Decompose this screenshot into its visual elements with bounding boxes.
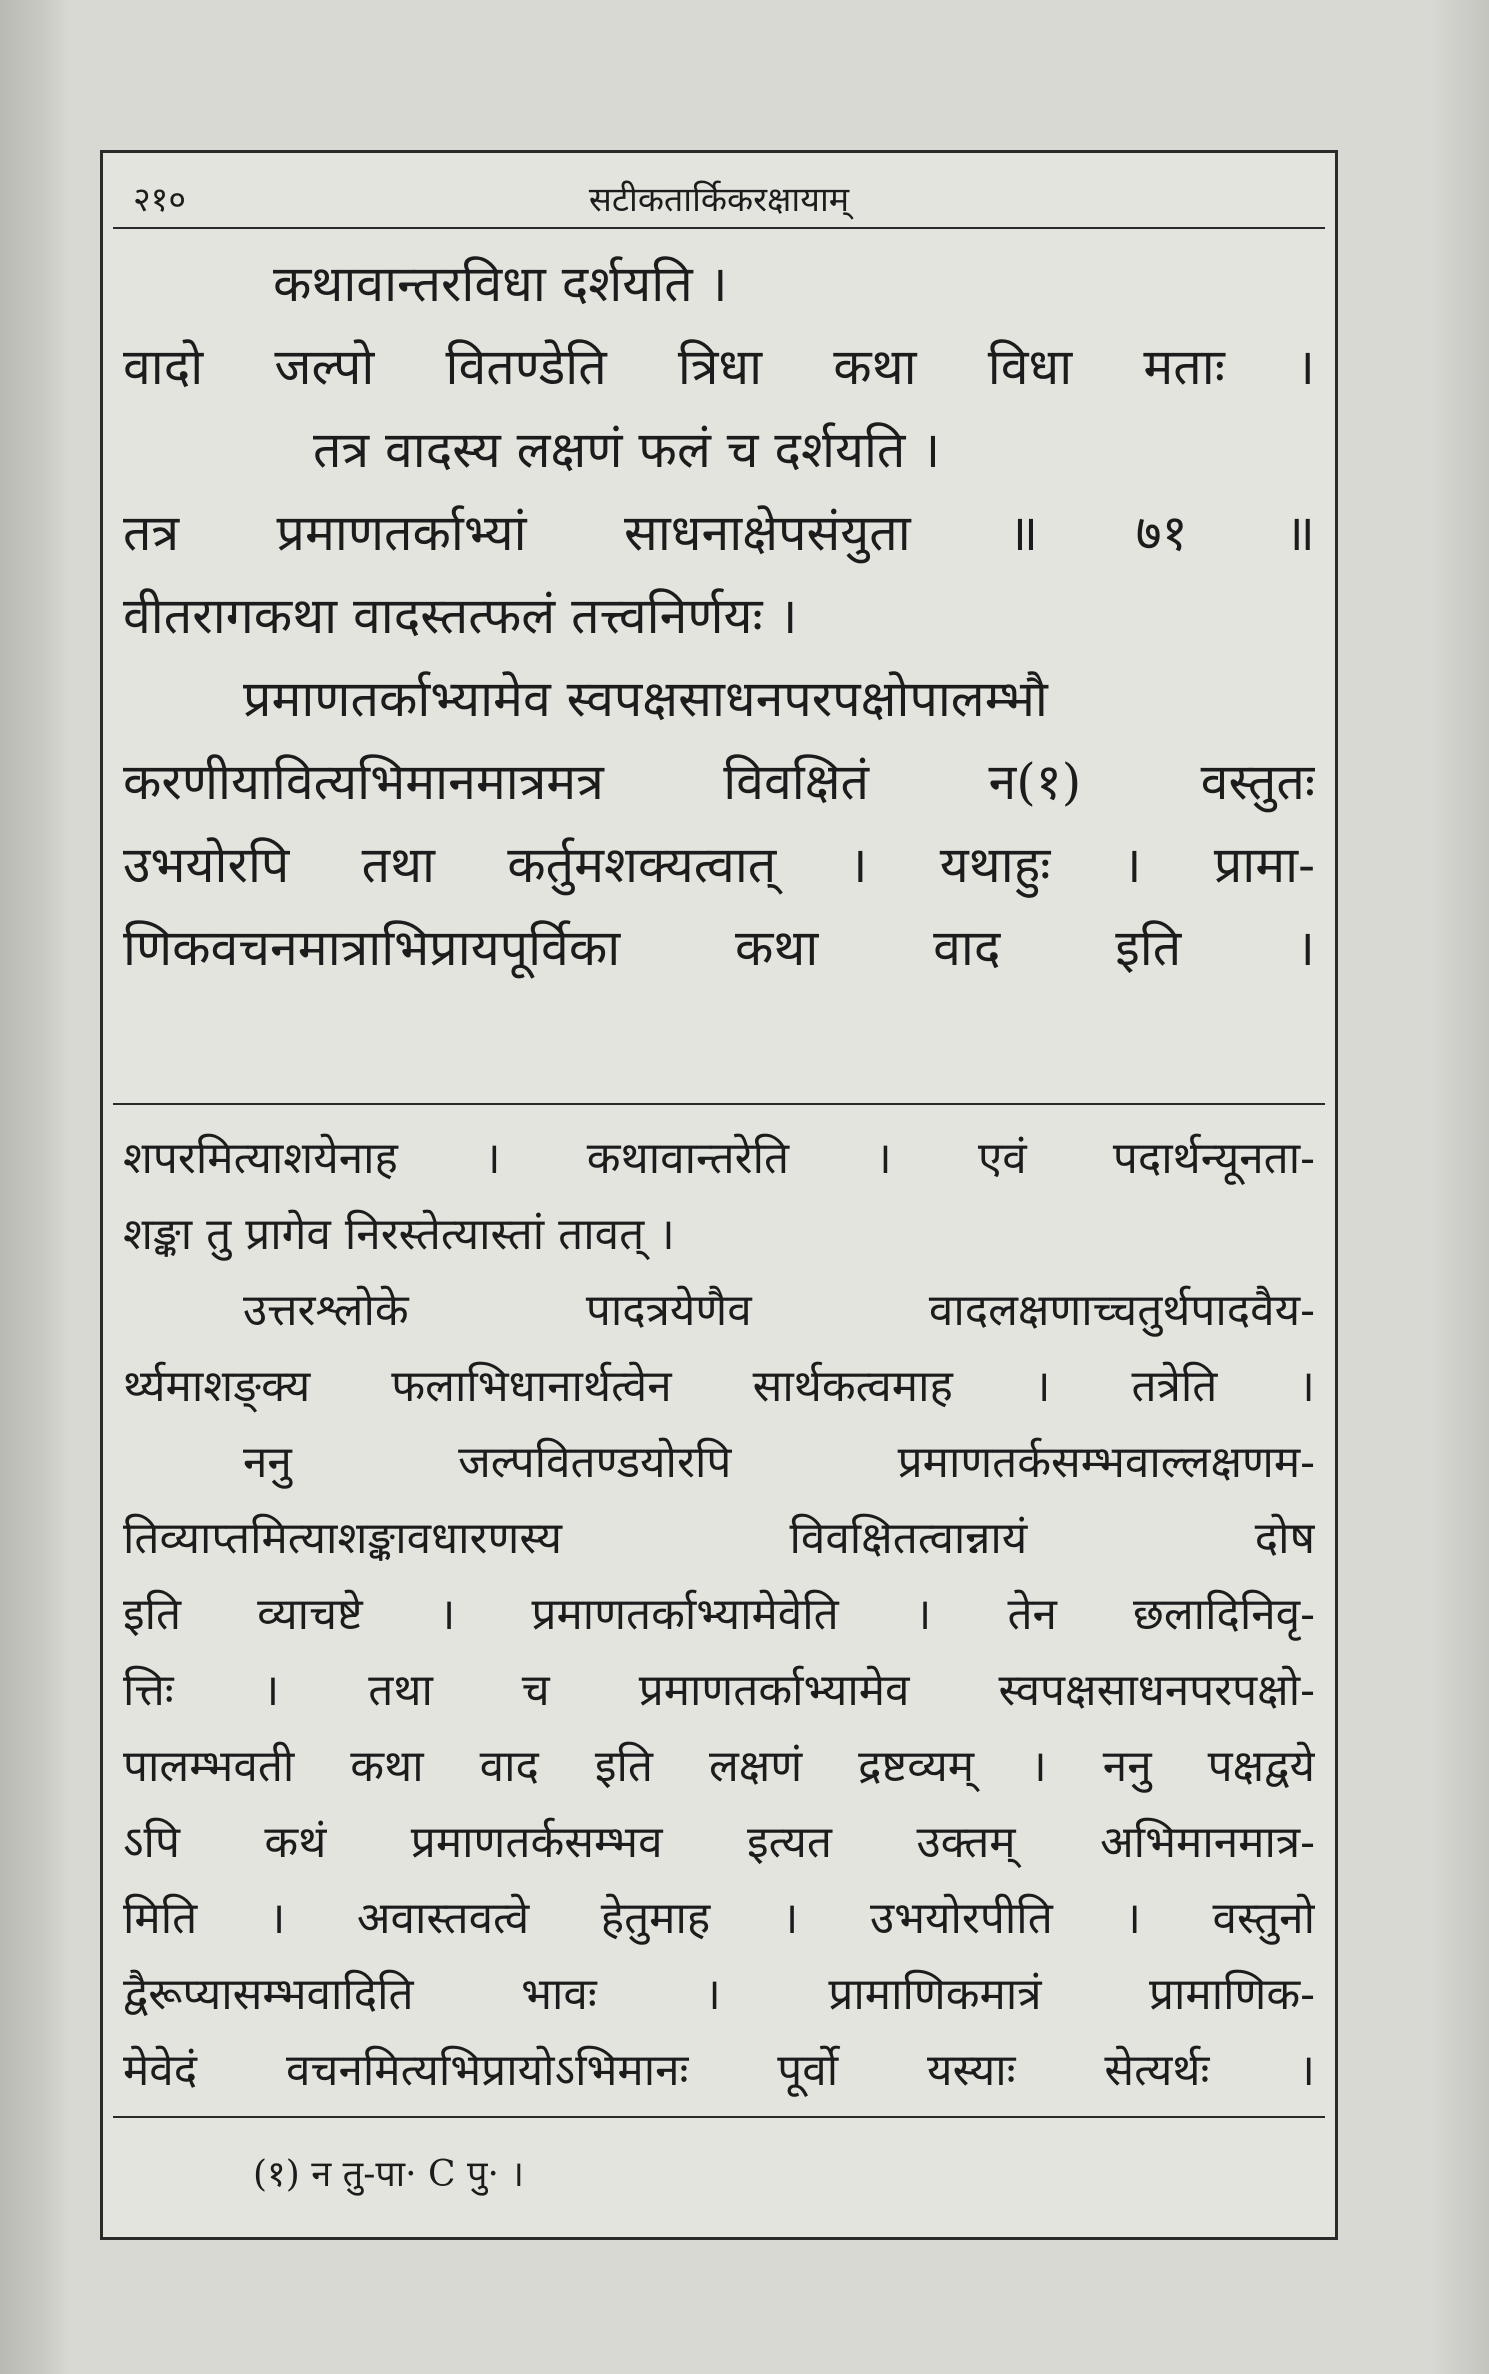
commentary-line: र्थ्यमाशङ्क्य फलाभिधानार्थत्वेन सार्थकत्वमाह । तत्रेति । [123, 1361, 1315, 1412]
text-line: तत्र वादस्य लक्षणं फलं च दर्शयति । [313, 421, 941, 479]
main-text [123, 243, 1315, 990]
commentary-line: मेवेदं वचनमित्यभिप्रायोऽभिमानः पूर्वो यस्याः सेत्यर्थः । [123, 2045, 1315, 2096]
text-line: प्रमाणतर्काभ्यामेव स्वपक्षसाधनपरपक्षोपालम्भौ [243, 670, 1048, 728]
commentary-line: शपरमित्याशयेनाह । कथावान्तरेति । एवं पदार्थन्यूनता- [123, 1133, 1315, 1184]
text-line: णिकवचनमात्राभिप्रायपूर्विका कथा वाद इति । [123, 919, 1315, 977]
scan-shadow-left [0, 0, 70, 2374]
commentary-line: ननु जल्पवितण्डयोरपि प्रमाणतर्कसम्भवाल्लक्षणम- [243, 1437, 1315, 1488]
verse-line: वीतरागकथा वादस्तत्फलं तत्त्वनिर्णयः । [123, 587, 798, 645]
footnote-rule [113, 2116, 1325, 2118]
commentary-line: उत्तरश्लोके पादत्रयेणैव वादलक्षणाच्चतुर्थपादवैय- [243, 1285, 1315, 1336]
text-line: कथावान्तरविधा दर्शयति । [273, 255, 728, 313]
commentary [123, 1121, 1315, 2109]
commentary-line: इति व्याचष्टे । प्रमाणतर्काभ्यामेवेति । तेन छलादिनिवृ- [123, 1589, 1315, 1640]
commentary-line: शङ्का तु प्रागेव निरस्तेत्यास्तां तावत् । [123, 1209, 675, 1260]
commentary-rule [113, 1103, 1325, 1105]
commentary-line: पालम्भवती कथा वाद इति लक्षणं द्रष्टव्यम् । ननु पक्षद्वये [123, 1741, 1315, 1792]
scan-shadow-right [1429, 0, 1489, 2374]
header-rule [113, 227, 1325, 229]
commentary-line: द्वैरूप्यासम्भवादिति भावः । प्रामाणिकमात्रं प्रामाणिक- [123, 1969, 1315, 2020]
page-frame [100, 150, 1338, 2240]
commentary-line: तिव्याप्तमित्याशङ्कावधारणस्य विवक्षितत्वान्नायं दोष [123, 1513, 1315, 1564]
footnote: (१) न तु-पा· C पु· । [253, 2154, 524, 2195]
text-line: उभयोरपि तथा कर्तुमशक्यत्वात् । यथाहुः । प्रामा- [123, 836, 1315, 894]
commentary-line: मिति । अवास्तवत्वे हेतुमाह । उभयोरपीति । वस्तुनो [123, 1893, 1315, 1944]
commentary-line: ऽपि कथं प्रमाणतर्कसम्भव इत्यत उक्तम् अभिमानमात्र- [123, 1817, 1315, 1868]
page-number: २१० [133, 180, 187, 220]
commentary-line: त्तिः । तथा च प्रमाणतर्काभ्यामेव स्वपक्षसाधनपरपक्षो- [123, 1665, 1315, 1716]
page-header [123, 171, 1315, 221]
running-title: सटीकतार्किकरक्षायाम् [588, 180, 850, 220]
text-line: करणीयावित्यभिमानमात्रमत्र विवक्षितं न(१) वस्तुतः [123, 753, 1315, 811]
verse-line: तत्र प्रमाणतर्काभ्यां साधनाक्षेपसंयुता ॥ ७१ ॥ [123, 504, 1315, 562]
verse-line: वादो जल्पो वितण्डेति त्रिधा कथा विधा मताः । [123, 338, 1315, 396]
